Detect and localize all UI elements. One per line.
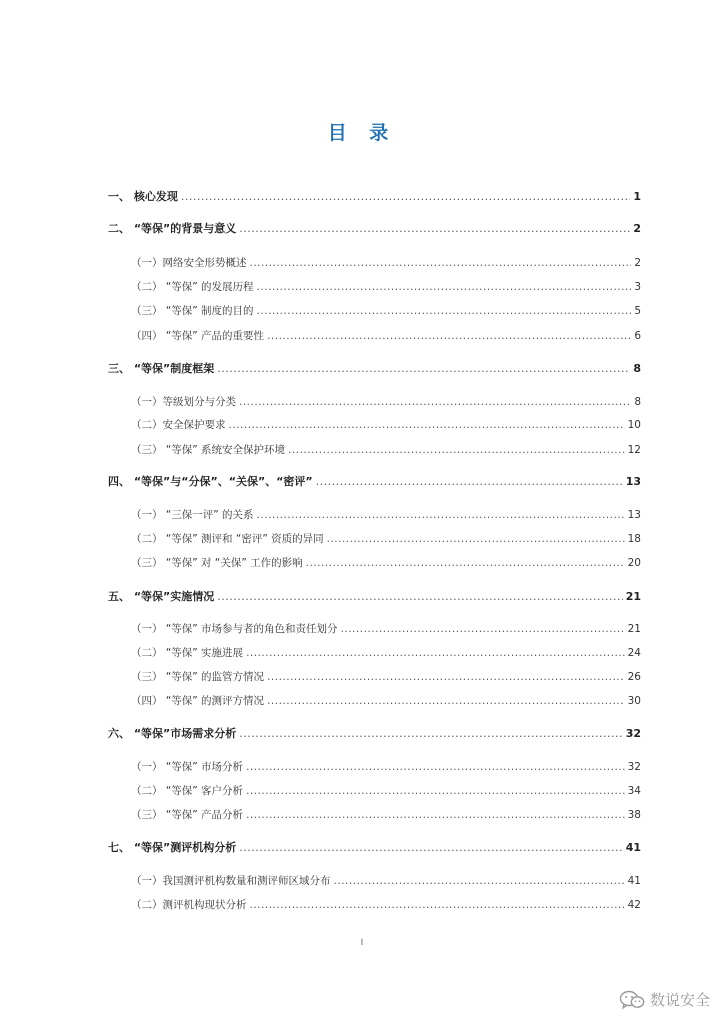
toc-entry-page: 10 bbox=[627, 419, 641, 431]
document-title: 目 录 bbox=[327, 122, 397, 144]
toc-entry[interactable] bbox=[131, 556, 641, 570]
toc-entry[interactable] bbox=[108, 362, 641, 376]
toc-entry-page: 12 bbox=[627, 444, 641, 456]
toc-entry[interactable] bbox=[131, 670, 641, 684]
toc-entry[interactable] bbox=[131, 808, 641, 822]
toc-entry[interactable] bbox=[108, 222, 641, 236]
toc-leader-dots bbox=[288, 443, 625, 457]
toc-entry-page: 8 bbox=[634, 396, 641, 408]
toc-entry-label: （二）测评机构现状分析 bbox=[131, 899, 247, 911]
toc-leader-dots bbox=[246, 646, 625, 660]
toc-entry-label: 五、 “等保”实施情况 bbox=[108, 590, 215, 603]
toc-leader-dots bbox=[239, 222, 630, 236]
toc-entry[interactable] bbox=[108, 190, 641, 204]
toc-entry[interactable] bbox=[108, 841, 641, 855]
toc-entry[interactable] bbox=[131, 784, 641, 798]
toc-entry-label: （二） “等保” 的发展历程 bbox=[131, 281, 254, 293]
toc-leader-dots bbox=[229, 418, 625, 432]
toc-entry-page: 5 bbox=[634, 305, 641, 317]
toc-entry-label: （一） “三保一评” 的关系 bbox=[131, 509, 254, 521]
toc-leader-dots bbox=[267, 694, 625, 708]
toc-entry-page: 21 bbox=[627, 623, 641, 635]
toc-entry-page: 13 bbox=[625, 475, 641, 488]
toc-entry-label: （三） “等保” 对 “关保” 工作的影响 bbox=[131, 557, 303, 569]
wechat-icon bbox=[619, 990, 645, 1010]
toc-entry[interactable] bbox=[131, 646, 641, 660]
toc-entry[interactable] bbox=[131, 280, 641, 294]
toc-entry-label: （一） “等保” 市场分析 bbox=[131, 761, 244, 773]
toc-entry-page: 30 bbox=[627, 695, 641, 707]
toc-leader-dots bbox=[239, 395, 631, 409]
toc-entry-label: （三） “等保” 产品分析 bbox=[131, 809, 244, 821]
toc-entry[interactable] bbox=[131, 532, 641, 546]
toc-leader-dots bbox=[239, 727, 622, 741]
toc-entry-page: 41 bbox=[627, 875, 641, 887]
toc-entry-page: 38 bbox=[627, 809, 641, 821]
toc-leader-dots bbox=[257, 304, 632, 318]
watermark bbox=[619, 989, 710, 1010]
toc-entry[interactable] bbox=[131, 329, 641, 343]
toc-entry-page: 2 bbox=[634, 257, 641, 269]
toc-entry-page: 26 bbox=[627, 671, 641, 683]
toc-entry-page: 8 bbox=[633, 362, 641, 375]
toc-entry-page: 6 bbox=[634, 330, 641, 342]
toc-leader-dots bbox=[327, 532, 625, 546]
toc-entry-label: （三） “等保” 的监管方情况 bbox=[131, 671, 265, 683]
toc-entry-label: 四、 “等保”与“分保”、“关保”、“密评” bbox=[108, 475, 313, 488]
toc-leader-dots bbox=[257, 280, 632, 294]
toc-entry[interactable] bbox=[131, 508, 641, 522]
toc-entry-page: 13 bbox=[627, 509, 641, 521]
toc-leader-dots bbox=[341, 622, 625, 636]
toc-leader-dots bbox=[250, 256, 632, 270]
toc-entry-page: 21 bbox=[625, 590, 641, 603]
toc-entry-label: （一）我国测评机构数量和测评师区域分布 bbox=[131, 875, 331, 887]
toc-entry-label: 一、 核心发现 bbox=[108, 190, 178, 203]
toc-entry-label: （二） “等保” 客户分析 bbox=[131, 785, 244, 797]
toc-entry-label: 七、 “等保”测评机构分析 bbox=[108, 841, 237, 854]
toc-entry-label: 三、 “等保”制度框架 bbox=[108, 362, 215, 375]
toc-entry-label: 二、 “等保”的背景与意义 bbox=[108, 222, 237, 235]
toc-entry[interactable] bbox=[131, 304, 641, 318]
toc-leader-dots bbox=[334, 874, 625, 888]
toc-entry-page: 32 bbox=[627, 761, 641, 773]
toc-leader-dots bbox=[217, 362, 630, 376]
toc-entry-label: （三） “等保” 制度的目的 bbox=[131, 305, 254, 317]
toc-entry[interactable] bbox=[131, 760, 641, 774]
toc-entry-page: 18 bbox=[627, 533, 641, 545]
toc-entry[interactable] bbox=[131, 622, 641, 636]
watermark-text: 数说安全 bbox=[649, 991, 710, 1009]
toc-entry[interactable] bbox=[131, 395, 641, 409]
toc-entry-label: （三） “等保” 系统安全保护环境 bbox=[131, 444, 286, 456]
toc-leader-dots bbox=[246, 760, 625, 774]
toc-entry-label: （一）等级划分与分类 bbox=[131, 396, 236, 408]
toc-entry[interactable] bbox=[108, 727, 641, 741]
toc-entry[interactable] bbox=[131, 256, 641, 270]
toc-entry-label: （二） “等保” 测评和 “密评” 资质的异同 bbox=[131, 533, 324, 545]
toc-leader-dots bbox=[246, 808, 625, 822]
toc-entry-page: 3 bbox=[634, 281, 641, 293]
toc-entry-label: （二）安全保护要求 bbox=[131, 419, 226, 431]
toc-entry[interactable] bbox=[131, 874, 641, 888]
toc-leader-dots bbox=[181, 190, 631, 204]
toc-leader-dots bbox=[257, 508, 625, 522]
toc-leader-dots bbox=[267, 329, 631, 343]
toc-leader-dots bbox=[217, 590, 622, 604]
toc-leader-dots bbox=[239, 841, 622, 855]
toc-leader-dots bbox=[316, 475, 623, 489]
toc-leader-dots bbox=[267, 670, 625, 684]
toc-entry-page: 24 bbox=[627, 647, 641, 659]
toc-entry-page: 2 bbox=[633, 222, 641, 235]
toc-entry-label: （四） “等保” 的测评方情况 bbox=[131, 695, 265, 707]
toc-entry[interactable] bbox=[131, 694, 641, 708]
toc-leader-dots bbox=[306, 556, 625, 570]
toc-entry-page: 20 bbox=[627, 557, 641, 569]
toc-leader-dots bbox=[250, 898, 625, 912]
toc-entry[interactable] bbox=[131, 443, 641, 457]
toc-leader-dots bbox=[246, 784, 625, 798]
toc-entry-page: 1 bbox=[633, 190, 641, 203]
toc-entry-page: 32 bbox=[625, 727, 641, 740]
toc-entry-label: （一） “等保” 市场参与者的角色和责任划分 bbox=[131, 623, 338, 635]
toc-entry-label: （二） “等保” 实施进展 bbox=[131, 647, 244, 659]
toc-entry[interactable] bbox=[131, 898, 641, 912]
toc-entry[interactable] bbox=[108, 590, 641, 604]
toc-entry-page: 34 bbox=[627, 785, 641, 797]
toc-entry[interactable] bbox=[108, 475, 641, 489]
toc-entry-page: 42 bbox=[627, 899, 641, 911]
toc-entry-label: 六、 “等保”市场需求分析 bbox=[108, 727, 237, 740]
toc-entry[interactable] bbox=[131, 418, 641, 432]
toc-entry-page: 41 bbox=[625, 841, 641, 854]
toc-entry-label: （四） “等保” 产品的重要性 bbox=[131, 330, 265, 342]
page-number: I bbox=[360, 938, 364, 948]
toc-entry-label: （一）网络安全形势概述 bbox=[131, 257, 247, 269]
